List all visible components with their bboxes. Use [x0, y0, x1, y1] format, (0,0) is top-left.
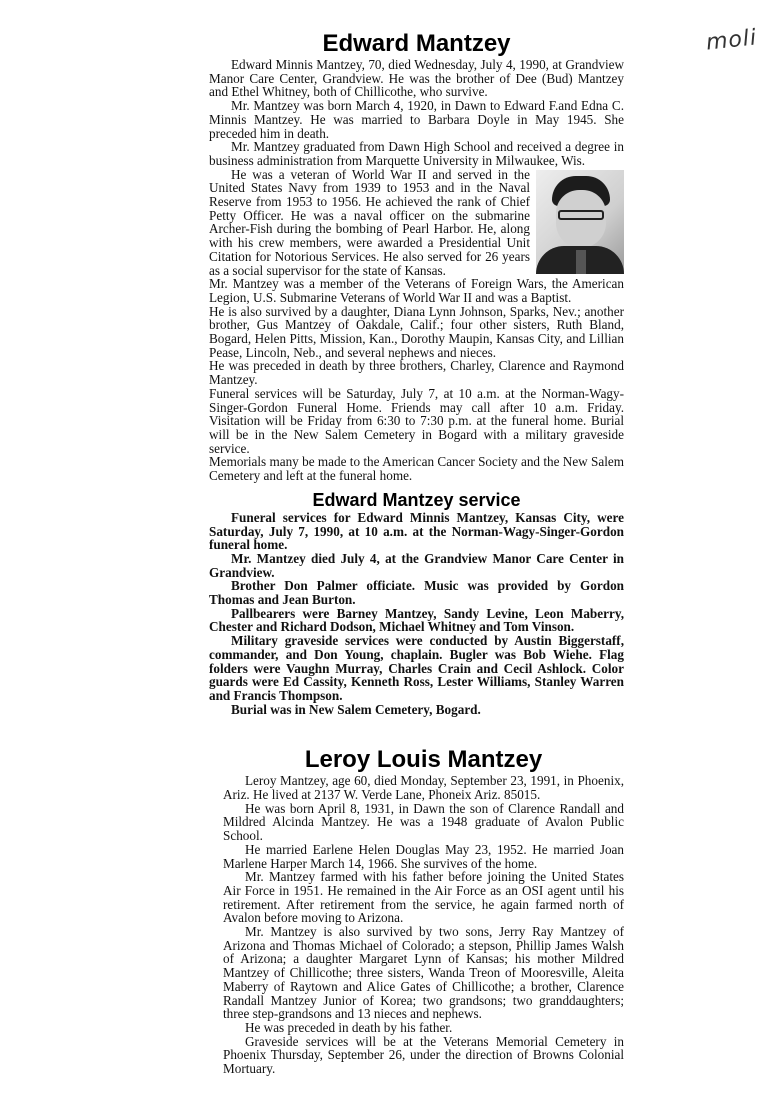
leroy-paragraph: Mr. Mantzey farmed with his father before joining the United States Air Force in 1951. He remained in the Air Force as an OSI agent until his retirement. After retirement from the service, he again farmed north of Avalon before moving to Arizona.	[223, 869, 624, 926]
edward-paragraph: Mr. Mantzey was a member of the Veterans of Foreign Wars, the American Legion, U.S. Submarine Veterans of World War II and was a Baptist.	[209, 276, 624, 305]
handwritten-note: moli	[704, 25, 759, 56]
edward-paragraph: He was preceded in death by three brothers, Charley, Clarence and Raymond Mantzey.	[209, 358, 624, 388]
service-notice-title: Edward Mantzey service	[312, 489, 521, 510]
obituary-column	[209, 30, 624, 1076]
edward-paragraph: He is also survived by a daughter, Diana Lynn Johnson, Sparks, Nev.; another brother, Gus Mantzey of Oakdale, Calif.; four other sisters, Ruth Bland, Bogard, Helen Pitts, Mission, Kan., Dorothy Maupin, Kansas City, and Lillian Pease, Lincoln, Neb., and several nephews and nieces.	[209, 303, 624, 360]
service-paragraph: Military graveside services were conducted by Austin Biggerstaff, commander, and Don Young, chaplain. Bugler was Bob Wiehe. Flag folders were Vaughn Murray, Charles Crain and Cecil Ashlock. Color guards were Ed Cassity, Kenneth Ross, Lester Williams, Stanley Warren and Francis Thompson.	[209, 633, 624, 703]
leroy-paragraph: Graveside services will be at the Veterans Memorial Cemetery in Phoenix Thursday, September 26, under the direction of Browns Colonial Mortuary.	[223, 1033, 624, 1077]
edward-paragraph: Edward Minnis Mantzey, 70, died Wednesday, July 4, 1990, at Grandview Manor Care Center, Grandview. He was the brother of Dee (Bud) Mantzey and Ethel Whitney, both of Chillicothe, who survive.	[209, 57, 624, 100]
edward-service-notice	[209, 489, 624, 717]
service-paragraph: Funeral services for Edward Minnis Mantzey, Kansas City, were Saturday, July 7, 1990, at 10 a.m. at the Norman-Wagy-Singer-Gordon funeral home.	[209, 509, 624, 553]
service-paragraph: Mr. Mantzey died July 4, at the Grandview Manor Care Center in Grandview.	[209, 550, 624, 580]
leroy-obituary-title: Leroy Louis Mantzey	[304, 746, 543, 774]
edward-obituary-title: Edward Mantzey	[322, 30, 511, 57]
leroy-paragraph: He married Earlene Helen Douglas May 23, 1952. He married Joan Marlene Harper March 14, 1966. She survives of the home.	[223, 841, 624, 871]
leroy-paragraph: He was born April 8, 1931, in Dawn the son of Clarence Randall and Mildred Alcinda Mantzey. He was a 1948 graduate of Avalon Public School.	[223, 800, 624, 844]
edward-paragraph: Mr. Mantzey was born March 4, 1920, in Dawn to Edward F.and Edna C. Minnis Mantzey. He was married to Barbara Doyle in May 1945. She preceded him in death.	[209, 98, 624, 141]
edward-portrait-photo	[536, 170, 624, 274]
service-paragraph: Pallbearers were Barney Mantzey, Sandy Levine, Leon Maberry, Chester and Richard Dodson, Michael Whitney and Tom Vinson.	[209, 605, 624, 635]
service-paragraph: Burial was in New Salem Cemetery, Bogard.	[231, 701, 481, 717]
leroy-paragraph: Leroy Mantzey, age 60, died Monday, September 23, 1991, in Phoenix, Ariz. He lived at 2137 W. Verde Lane, Phoneix Ariz. 85015.	[223, 773, 624, 803]
edward-paragraph: Memorials many be made to the American Cancer Society and the New Salem Cemetery and left at the funeral home.	[209, 454, 624, 484]
leroy-paragraph: Mr. Mantzey is also survived by two sons, Jerry Ray Mantzey of Arizona and Thomas Michael of Colorado; a stepson, Phillip James Walsh of Arizona; a daughter Margaret Lynn of Kansas; his mother Mildred Mantzey of Chillicothe; three sisters, Wanda Treon of Mooresville, Aleita Maberry of Raytown and Alice Gates of Chillicothe; a brother, Clarence Randall Mantzey Junior of Korea; two grandsons; two granddaughters; three step-grandsons and 13 nieces and nephews.	[223, 924, 624, 1022]
edward-obituary	[209, 30, 624, 483]
leroy-obituary	[209, 746, 624, 1075]
leroy-paragraph: He was preceded in death by his father.	[245, 1020, 453, 1035]
edward-paragraph: Mr. Mantzey graduated from Dawn High School and received a degree in business administration from Marquette University in Milwaukee, Wis.	[209, 139, 624, 168]
edward-paragraph: He was a veteran of World War II and served in the United States Navy from 1939 to 1953 and in the Naval Reserve from 1953 to 1956. He achieved the rank of Chief Petty Officer. He was a naval officer on the submarine Archer-Fish during the bombing of Pearl Harbor. He, along with his crew members, were awarded a Presidential Unit Citation for Notorious Services. He also served for 26 years as a social supervisor for the state of Kansas.	[209, 166, 530, 278]
edward-paragraph: Funeral services will be Saturday, July 7, at 10 a.m. at the Norman-Wagy-Singer-Gordon Funeral Home. Friends may call after 10 a.m. Friday. Visitation will be Friday from 6:30 to 7:30 p.m. at the funeral home. Burial will be in the New Salem Cemetery in Bogard with a military graveside service.	[209, 385, 624, 456]
service-paragraph: Brother Don Palmer officiate. Music was provided by Gordon Thomas and Jean Burton.	[209, 578, 624, 608]
